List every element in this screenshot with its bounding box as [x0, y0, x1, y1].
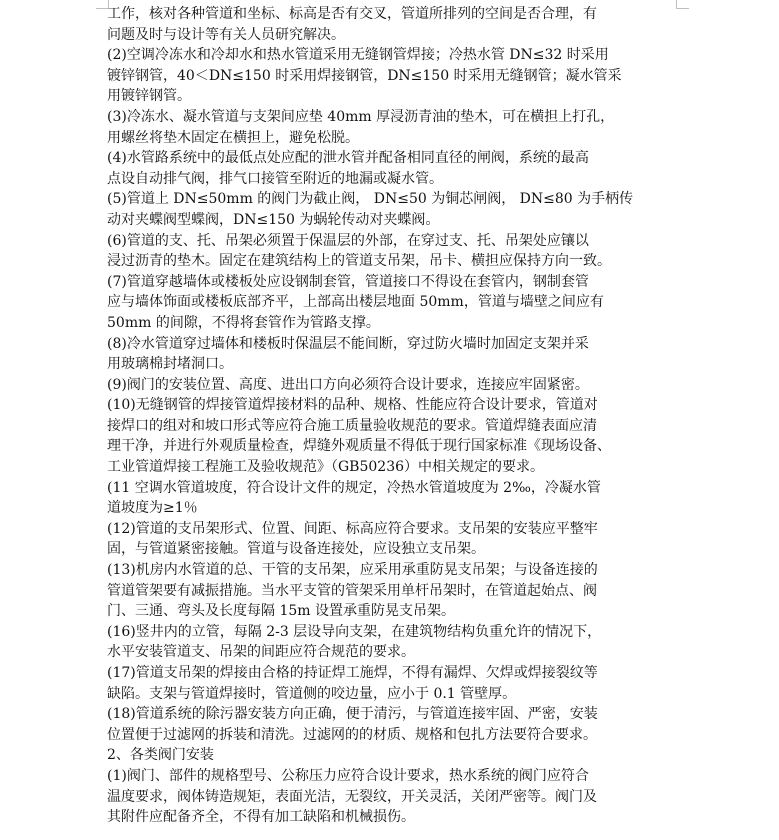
text-line: 其附件应配备齐全，不得有加工缺陷和机械损伤。 [107, 809, 415, 826]
text-line: (13)机房内水管道的总、干管的支吊架，应采用承重防晃支吊架；与设备连接的 [107, 562, 598, 579]
text-line: 管道管架要有减振措施。当水平支管的管架采用单杆吊架时，在管道起始点、阀 [107, 582, 597, 599]
text-line: (8)冷水管道穿过墙体和楼板时保温层不能间断，穿过防火墙时加固定支架并采 [107, 335, 589, 352]
text-line: (5)管道上 DN≤50mm 的阀门为截止阀， DN≤50 为铜芯闸阀， DN≤80 为手柄传 [107, 191, 634, 208]
text-line: (3)冷冻水、凝水管道与支架间应垫 40mm 厚浸沥青油的垫木，可在横担上打孔， [107, 108, 615, 125]
text-line: 温度要求，阀体铸造规矩，表面光洁，无裂纹，开关灵活，关闭严密等。阀门及 [107, 788, 597, 805]
text-line: (11 空调水管道坡度，符合设计文件的规定，冷热水管道坡度为 2‰，冷凝水管 [107, 479, 601, 496]
document-body [107, 4, 667, 828]
text-line: 浸过沥青的垫木。固定在建筑结构上的管道支吊架，吊卡、横担应保持方向一致。 [107, 253, 611, 270]
text-line: (16)竖井内的立管，每隔 2-3 层设导向支架，在建筑物结构负重允许的情况下， [107, 623, 602, 640]
text-line: 理干净，并进行外观质量检查，焊缝外观质量不得低于现行国家标准《现场设备、 [107, 438, 611, 455]
text-line: 位置便于过滤网的拆装和清洗。过滤网的的材质、规格和包扎方法要符合要求。 [107, 726, 597, 743]
text-line: 道坡度为≥1％ [107, 500, 198, 517]
text-line: 工业管道焊接工程施工及验收规范》（GB50236）中相关规定的要求。 [107, 459, 545, 476]
text-line: 门、三通、弯头及长度每隔 15m 设置承重防晃支吊架。 [107, 603, 455, 620]
text-line: (4)水管路系统中的最低点处应配的泄水管并配备相同直径的闸阀，系统的最高 [107, 150, 589, 167]
text-line: 用玻璃棉封堵洞口。 [107, 356, 233, 373]
text-line: 2、各类阀门安装 [107, 747, 214, 764]
text-line: 工作，核对各种管道和坐标、标高是否有交叉，管道所排列的空间是否合理，有 [107, 6, 597, 22]
text-line: (10)无缝钢管的焊接管道焊接材料的品种、规格、性能应符合设计要求，管道对 [107, 397, 598, 414]
text-line: (1)阀门、部件的规格型号、公称压力应符合设计要求，热水系统的阀门应符合 [107, 767, 589, 784]
text-line: (9)阀门的安装位置、高度、进出口方向必须符合设计要求，连接应牢固紧密。 [107, 376, 589, 393]
text-line: 应与墙体饰面或楼板底部齐平，上部高出楼层地面 50mm，管道与墙壁之间应有 [107, 294, 604, 311]
text-line: (6)管道的支、托、吊架必须置于保温层的外部，在穿过支、托、吊架处应镶以 [107, 232, 589, 249]
text-line: 镀锌钢管，40＜DN≤150 时采用焊接钢管，DN≤150 时采用无缝钢管；凝水管采 [107, 67, 622, 84]
text-line: 问题及时与设计等有关人员研究解决。 [107, 26, 345, 43]
text-line: 缺陷。支架与管道焊接时，管道侧的咬边量，应小于 0.1 管壁厚。 [107, 685, 517, 702]
text-line: 水平安装管道支、吊架的间距应符合规范的要求。 [107, 644, 415, 661]
text-line: 接焊口的组对和坡口形式等应符合施工质量验收规范的要求。管道焊缝表面应清 [107, 417, 597, 434]
text-line: (7)管道穿越墙体或楼板处应设钢制套管，管道接口不得设在套管内，钢制套管 [107, 273, 589, 290]
text-line: (12)管道的支吊架形式、位置、间距、标高应符合要求。支吊架的安装应平整牢 [107, 520, 598, 537]
text-line: (2)空调冷冻水和冷却水和热水管道采用无缝钢管焊接；冷热水管 DN≤32 时采用 [107, 47, 609, 64]
right-margin-corner-mark [676, 0, 689, 9]
text-line: (18)管道系统的除污器安装方向正确，便于清污，与管道连接牢固、严密，安装 [107, 706, 598, 723]
text-line: 固，与管道紧密接触。管道与设备连接处，应设独立支吊架。 [107, 541, 485, 558]
text-line: 用螺丝将垫木固定在横担上，避免松脱。 [107, 129, 359, 146]
text-line: 点设自动排气阀，排气口接管至附近的地漏或凝水管。 [107, 170, 443, 187]
text-line: 50mm 的间隙，不得将套管作为管路支撑。 [107, 314, 380, 331]
text-line: (17)管道支吊架的焊接由合格的持证焊工施焊，不得有漏焊、欠焊或焊接裂纹等 [107, 665, 598, 681]
text-line: 动对夹蝶阀型蝶阀，DN≤150 为蜗轮传动对夹蝶阀。 [107, 211, 440, 228]
text-line: 用镀锌钢管。 [107, 88, 191, 105]
